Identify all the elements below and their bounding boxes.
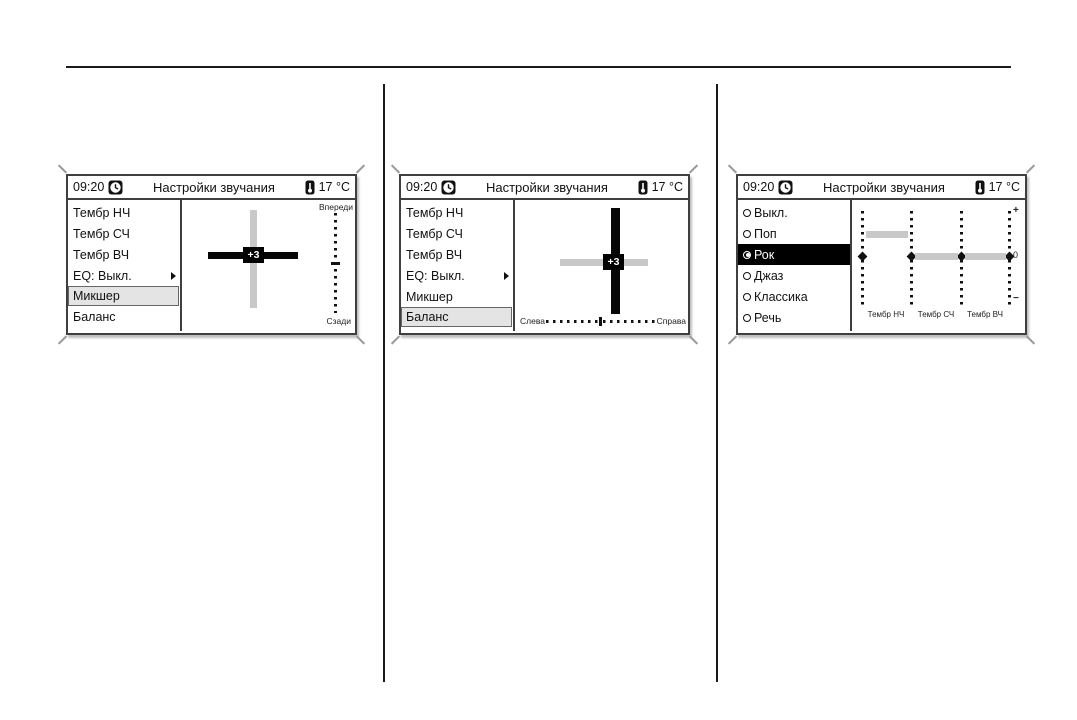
menu-item-balance-selected[interactable]: Баланс	[401, 307, 512, 327]
corner-tick	[728, 164, 737, 173]
corner-tick	[689, 164, 698, 173]
corner-tick	[728, 335, 737, 344]
preset-option-classic[interactable]	[738, 286, 850, 307]
label-front: Впереди	[319, 202, 353, 212]
submenu-arrow-icon	[504, 272, 509, 280]
page-title: Настройки звучания	[485, 179, 608, 195]
preset-label: Рок	[754, 247, 775, 262]
preset-label: Выкл.	[754, 205, 788, 220]
radio-icon	[743, 293, 751, 301]
slider-label-high: Тембр ВЧ	[967, 310, 1003, 319]
screen-balance	[399, 174, 690, 335]
corner-tick	[58, 164, 67, 173]
temperature-readout: 17 °C	[318, 180, 350, 194]
balance-value-badge: +3	[603, 254, 624, 270]
page-title: Настройки звучания	[152, 179, 275, 195]
radio-icon	[743, 314, 751, 322]
radio-icon	[743, 230, 751, 238]
menu-item-treble-high[interactable]: Тембр ВЧ	[406, 247, 463, 262]
slider-label-mid: Тембр СЧ	[917, 310, 955, 319]
menu-item-treble-mid[interactable]: Тембр СЧ	[73, 226, 130, 241]
fader-value-badge: +3	[243, 247, 264, 263]
preset-option-speech[interactable]	[738, 307, 850, 328]
preset-option-pop[interactable]	[738, 223, 850, 244]
status-bar	[401, 176, 688, 200]
page-title: Настройки звучания	[822, 179, 945, 195]
dotted-line	[603, 320, 655, 323]
balance-display	[515, 200, 688, 331]
temperature-readout: 17 °C	[651, 180, 683, 194]
menu-item-treble-mid[interactable]: Тембр СЧ	[406, 226, 463, 241]
thermometer-icon	[305, 180, 315, 195]
thermometer-icon	[975, 180, 985, 195]
clock-time: 09:20	[73, 180, 105, 194]
menu-item-treble-low[interactable]: Тембр НЧ	[73, 205, 131, 220]
radio-selected-icon	[743, 251, 751, 259]
label-left: Слева	[520, 316, 545, 326]
clock-icon	[108, 180, 123, 195]
page-top-rule	[66, 66, 1011, 68]
scale-zero-label: 0	[1013, 250, 1019, 260]
balance-position-marker	[599, 317, 602, 326]
label-rear: Сзади	[326, 316, 351, 326]
status-bar	[738, 176, 1025, 200]
eq-bar-bass	[866, 231, 908, 238]
menu-item-mixer[interactable]: Микшер	[406, 289, 453, 304]
clock-icon	[778, 180, 793, 195]
corner-tick	[391, 335, 400, 344]
menu-item-label: EQ: Выкл.	[73, 268, 132, 283]
slider-label-bass: Тембр НЧ	[867, 310, 905, 319]
fader-display	[182, 200, 355, 331]
preset-option-off[interactable]	[738, 202, 850, 223]
eq-bar-mid	[915, 253, 958, 260]
menu-item-label: EQ: Выкл.	[406, 268, 465, 283]
dotted-line	[546, 320, 598, 323]
eq-preset-menu	[738, 200, 852, 331]
preset-label: Классика	[754, 289, 808, 304]
menu-item-mixer-selected[interactable]: Микшер	[68, 286, 179, 306]
column-divider	[716, 84, 718, 682]
preset-option-rock-selected[interactable]	[738, 244, 850, 265]
balance-dotted-scale	[520, 315, 686, 327]
eq-zero-marker	[858, 252, 868, 262]
eq-bar-high	[965, 253, 1006, 260]
scale-plus-label: +	[1013, 205, 1019, 216]
scale-minus-label: −	[1013, 293, 1019, 304]
menu-item-treble-high[interactable]: Тембр ВЧ	[73, 247, 130, 262]
clock-time: 09:20	[743, 180, 775, 194]
clock-icon	[441, 180, 456, 195]
preset-option-jazz[interactable]	[738, 265, 850, 286]
status-bar	[68, 176, 355, 200]
preset-label: Речь	[754, 310, 782, 325]
sound-settings-menu	[68, 200, 182, 331]
fader-position-marker	[331, 262, 340, 265]
menu-item-treble-low[interactable]: Тембр НЧ	[406, 205, 464, 220]
sound-settings-menu	[401, 200, 515, 331]
temperature-readout: 17 °C	[988, 180, 1020, 194]
corner-tick	[689, 335, 698, 344]
menu-item-balance[interactable]: Баланс	[73, 309, 116, 324]
radio-icon	[743, 209, 751, 217]
radio-icon	[743, 272, 751, 280]
preset-label: Поп	[754, 226, 777, 241]
corner-tick	[356, 164, 365, 173]
corner-tick	[1026, 164, 1035, 173]
submenu-arrow-icon	[171, 272, 176, 280]
corner-tick	[1026, 335, 1035, 344]
preset-label: Джаз	[754, 268, 784, 283]
screen-equalizer	[736, 174, 1027, 335]
corner-tick	[58, 335, 67, 344]
label-right: Справа	[656, 316, 687, 326]
eq-sliders-display	[852, 200, 1025, 331]
corner-tick	[356, 335, 365, 344]
screen-mixer	[66, 174, 357, 335]
corner-tick	[391, 164, 400, 173]
menu-item-eq[interactable]	[401, 265, 513, 286]
menu-item-eq[interactable]	[68, 265, 180, 286]
clock-time: 09:20	[406, 180, 438, 194]
column-divider	[383, 84, 385, 682]
thermometer-icon	[638, 180, 648, 195]
